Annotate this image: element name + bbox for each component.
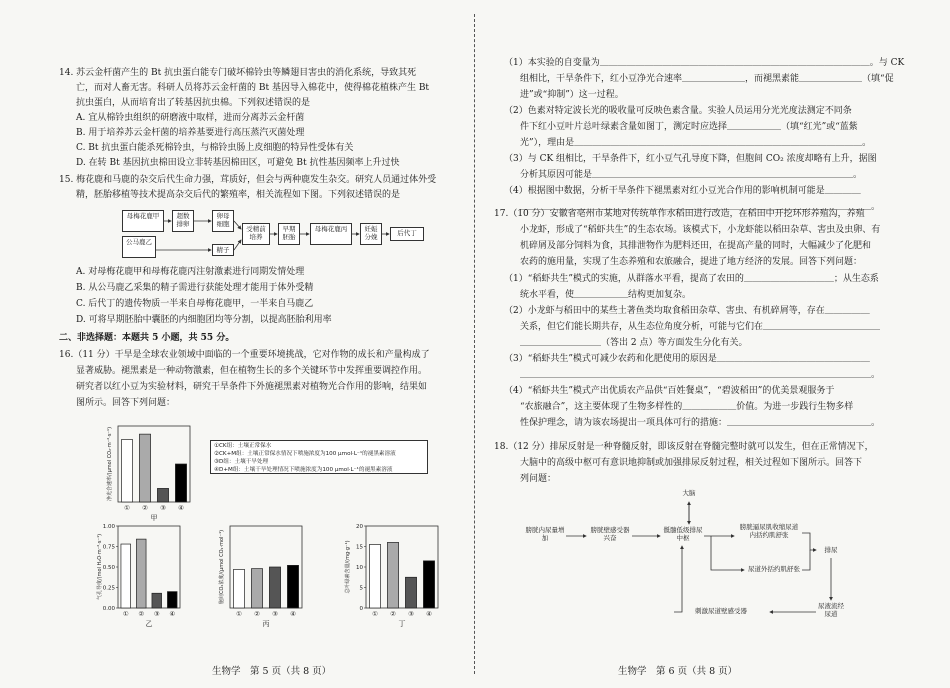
q17-line13: “农旅融合”，这主要体现了生物多样性的＿＿＿＿＿＿价值。为进一步践行生物多样 <box>520 402 854 412</box>
x-tick-label: ② <box>142 504 148 512</box>
bar-4 <box>175 464 186 502</box>
y-tick-label: 10 <box>356 565 363 571</box>
bar-3 <box>269 567 280 608</box>
x-tick-label: ① <box>122 610 129 618</box>
bar-3 <box>152 593 162 608</box>
q16-sub-line3: 进”或“抑制”）这一过程。 <box>520 90 624 100</box>
q17-line10: （3）“稻虾共生”模式可减少农药和化肥使用的原因是＿＿＿＿＿＿＿＿＿＿＿＿＿＿＿＿＿ <box>504 354 870 364</box>
flow-urine-flow: 尿液流经尿道 <box>818 602 844 618</box>
flow-mother-deer: 母梅花鹿甲 <box>122 210 164 232</box>
legend-ck: ①CK组：土壤正常保水 <box>214 443 272 449</box>
q14-stem-line3: 抗虫蛋白，从而培育出了转基因抗虫棉。下列叙述错误的是 <box>76 98 311 108</box>
q16-sub-line1: （1）本实验的自变量为＿＿＿＿＿＿＿＿＿＿＿＿＿＿＿＿＿＿＿＿＿＿＿＿＿＿＿＿＿＿。与 CK <box>504 58 905 68</box>
y-tick-label: 1.00 <box>102 524 115 530</box>
y-axis-label: 胞间CO₂浓度/(μmol CO₂·mol⁻¹) <box>219 529 225 605</box>
q17-line11: ＿＿＿＿＿＿＿＿＿＿＿＿＿＿＿＿＿＿＿＿＿＿＿＿＿＿＿＿＿＿＿＿＿＿＿＿＿＿＿。 <box>520 370 881 380</box>
chart-jia <box>88 420 218 530</box>
x-tick-label: ④ <box>178 504 184 512</box>
q16-stem-line1: 16.（11 分）干旱是全球农业领域中面临的一个重要环境挑战，它对作物的成长和产量构成了 <box>59 350 430 360</box>
x-tick-label: ② <box>138 610 145 618</box>
chart-title: 甲 <box>150 514 158 522</box>
q15-stem-line1: 15. 梅花鹿和马鹿的杂交后代生命力强，茸质好，但会与两种鹿发生杂交。研究人员通过体外受 <box>59 175 437 185</box>
q17-line7: （2）小龙虾与稻田中的某些土著鱼类均取食稻田杂草、害虫、有机碎屑等，存在＿＿＿＿＿ <box>504 306 870 316</box>
q14-stem-line1: 14. 苏云金杆菌产生的 Bt 抗虫蛋白能专门破坏棉铃虫等鳞翅目害虫的消化系统，导致其死 <box>59 68 417 78</box>
q16-sub-line10: ＿＿＿＿＿＿＿＿＿＿＿＿＿＿＿＿＿＿＿＿＿＿＿＿＿＿＿＿＿＿＿＿＿＿＿＿＿＿＿。 <box>520 202 881 212</box>
chart-ding <box>322 520 452 650</box>
chart-title: 丙 <box>262 620 270 628</box>
legend-ck-m: ②CK+M组：土壤正常保水情况下喷施浓度为100 μmol·L⁻¹的褪黑素溶液 <box>214 451 396 457</box>
x-tick-label: ② <box>390 610 396 618</box>
y-tick-label: 20 <box>356 524 363 530</box>
chart-legend <box>210 440 428 474</box>
y-axis-label: 气孔导度/(mol H₂O·m⁻²·s⁻¹) <box>97 533 103 601</box>
x-tick-label: ③ <box>160 504 166 512</box>
y-tick-label: 0.00 <box>102 606 115 612</box>
flow-brain: 大脑 <box>682 489 696 497</box>
bar-4 <box>287 565 298 608</box>
flow-sperm: 精子 <box>212 244 234 256</box>
flow-arrows <box>0 0 474 300</box>
q17-line4: 农药的施用量，实现了生态养殖和农旅融合，提进了地方经济的发展。回答下列问题： <box>520 257 863 267</box>
flow-early-embryo: 早期胚胎 <box>278 223 300 245</box>
q16-sub-line6: 光”），理由是＿＿＿＿＿＿＿＿＿＿＿＿＿＿＿＿＿＿＿＿＿＿＿＿＿＿＿＿＿＿＿＿。 <box>520 138 872 148</box>
legend-d: ③D组：土壤干旱处理 <box>214 459 269 465</box>
bar-3 <box>157 488 168 502</box>
flow-male-deer: 公马鹿乙 <box>122 236 156 258</box>
q17-line2: 小龙虾，形成了“稻虾共生”的生态农场。该模式下，小龙虾能以稻田杂草、害虫及虫卵、有 <box>520 225 881 235</box>
flow-recipient: 母梅花鹿丙 <box>310 223 352 245</box>
q16-sub-line5: 件下红小豆叶片总叶绿素含量如图丁，测定时应选择＿＿＿＿＿＿（填“红光”或“蓝紫 <box>520 122 858 132</box>
q16-stem-line4: 图所示。回答下列问题： <box>76 398 176 408</box>
bar-2 <box>251 569 262 608</box>
x-tick-label: ④ <box>290 610 296 618</box>
flow-external-sphincter: 尿道外括约肌舒张 <box>748 565 800 573</box>
q14-option-d: D. 在转 Bt 基因抗虫棉田设立非转基因棉田区，可避免 Bt 抗性基因频率上升过快 <box>76 158 400 168</box>
q17-line12: （4）“稻虾共生”模式产出优质农产品供“百姓餐桌”，“碧波稻田”的优美景观服务于 <box>504 386 835 396</box>
flow18-arrows <box>476 480 950 640</box>
flow-culture: 受精前培养 <box>242 223 270 245</box>
q17-line8: 关系，但它们能长期共存，从生态位角度分析，可能与它们在＿＿＿＿＿＿＿＿＿＿＿＿＿ <box>520 322 881 332</box>
bar-1 <box>121 544 131 608</box>
chart-yi <box>68 520 198 650</box>
flow-egg: 卵母细胞 <box>212 210 234 232</box>
x-tick-label: ② <box>254 610 260 618</box>
legend-d-m: ④D+M组：土壤干旱处理情况下喷施浓度为100 μmol·L⁻¹的褪黑素溶液 <box>214 467 393 473</box>
flow-birth: 妊娠分娩 <box>360 223 382 245</box>
chart-title: 丁 <box>398 620 406 628</box>
x-tick-label: ④ <box>426 610 432 618</box>
right-page <box>476 0 950 688</box>
y-tick-label: 15 <box>356 544 363 551</box>
y-axis-label: 总叶绿素含量/(mg·g⁻¹) <box>345 540 351 594</box>
flow-urethra-receptor: 刺激尿道壁感受器 <box>695 607 747 615</box>
x-tick-label: ① <box>236 610 242 618</box>
q17-line14: 性保护理念，请为该农场提出一项具体可行的措施：＿＿＿＿＿＿＿＿＿＿＿＿＿＿＿＿。 <box>520 418 881 428</box>
q18-line3: 列问题： <box>520 474 557 484</box>
q14-option-a: A. 宜从棉铃虫组织的研磨液中取样，进而分离苏云金杆菌 <box>76 113 305 123</box>
q15-option-c: C. 后代丁的遗传物质一半来自母梅花鹿甲，一半来自马鹿乙 <box>76 299 314 309</box>
bar-2 <box>136 539 146 608</box>
flow-receptor: 膀胱壁感受器兴奋 <box>590 526 630 542</box>
q18-line2: 大脑中的高级中枢可有意识地抑制或加强排尿反射过程，相关过程如下图所示。回答下 <box>520 458 863 468</box>
bar-1 <box>369 544 380 608</box>
flow-urinate: 排尿 <box>824 546 838 554</box>
q15-option-b: B. 从公马鹿乙采集的精子需进行获能处理才能用于体外受精 <box>76 283 314 293</box>
y-axis-label: 净光合速率/(μmol CO₂·m⁻²·s⁻¹) <box>107 426 113 502</box>
bar-3 <box>405 577 416 608</box>
q17-line1: 17.（10 分）安徽省亳州市某地对传统单作水稻田进行改造，在稻田中开挖环形养殖沟，养殖 <box>494 209 865 219</box>
q17-line3: 机碎屑及部分饲料为食，其排泄物作为肥料还田，在提高产量的同时，大幅减少了化肥和 <box>520 241 872 251</box>
footer-page-6: 生物学 第 6 页（共 8 页） <box>618 666 738 677</box>
chart-bing <box>196 520 326 650</box>
q15-stem-line2: 精，胚胎移植等技术提高杂交后代的繁殖率，相关流程如下图。下列叙述错误的是 <box>76 190 401 200</box>
y-tick-label: 0 <box>359 606 363 612</box>
flow-spinal-center: 骶髓低级排尿中枢 <box>663 526 703 542</box>
bar-1 <box>121 440 132 502</box>
y-tick-label: 0.25 <box>102 585 115 592</box>
x-tick-label: ④ <box>169 610 176 618</box>
flow-detrusor: 膀胱逼尿肌收缩尿道内括约肌舒张 <box>739 523 799 539</box>
x-tick-label: ③ <box>272 610 278 618</box>
x-tick-label: ③ <box>408 610 414 618</box>
q18-line1: 18.（12 分）排尿反射是一种脊髓反射，即该反射在脊髓完整时就可以发生，但在正常情况下， <box>494 442 874 452</box>
q15-option-a: A. 对母梅花鹿甲和母梅花鹿丙注射激素进行同期发情处理 <box>76 267 305 277</box>
q16-sub-line7: （3）与 CK 组相比，干旱条件下，红小豆气孔导度下降，但胞间 CO₂ 浓度却略有上升，据图 <box>504 154 877 164</box>
y-tick-label: 5 <box>359 585 363 592</box>
q15-option-d: D. 可将早期胚胎中囊胚的内细胞团均等分割，以提高胚胎利用率 <box>76 315 332 325</box>
q16-sub-line4: （2）色素对特定波长光的吸收量可反映色素含量。实验人员运用分光光度法测定不同条 <box>504 106 852 116</box>
flow-superovulation: 超数排卵 <box>172 210 194 232</box>
footer-page-5: 生物学 第 5 页（共 8 页） <box>212 666 332 677</box>
bar-4 <box>423 561 434 608</box>
q16-stem-line2: 显著威胁。褪黑素是一种动物激素，但在植物生长的多个关键环节中发挥重要调控作用。 <box>76 366 428 376</box>
q14-option-c: C. Bt 抗虫蛋白能杀死棉铃虫，与棉铃虫肠上皮细胞的特异性受体有关 <box>76 143 354 153</box>
x-tick-label: ③ <box>153 610 160 618</box>
flow-offspring: 后代丁 <box>390 227 424 241</box>
y-tick-label: 0.75 <box>102 544 115 551</box>
x-tick-label: ① <box>124 504 130 512</box>
q14-stem-line2: 亡，而对人畜无害。科研人员将苏云金杆菌的 Bt 基因导入棉花中，使得棉花植株产生 Bt <box>76 83 430 93</box>
bar-4 <box>167 592 177 608</box>
q16-sub-line9: （4）根据图中数据，分析干旱条件下褪黑素对红小豆光合作用的影响机制可能是＿＿＿＿ <box>504 186 861 196</box>
y-tick-label: 0.50 <box>102 565 115 571</box>
bar-1 <box>233 569 244 608</box>
q17-line9: ＿＿＿＿＿＿＿＿＿（答出 2 点）等方面发生分化有关。 <box>520 338 748 348</box>
q17-line6: 统水平看，使＿＿＿＿＿＿结构更加复杂。 <box>520 290 692 300</box>
q14-option-b: B. 用于培养苏云金杆菌的培养基要进行高压蒸汽灭菌处理 <box>76 128 305 138</box>
left-page <box>0 0 474 688</box>
q17-line5: （1）“稻虾共生”模式的实施，从群落水平看，提高了农田的＿＿＿＿＿＿＿＿＿＿；从生态系 <box>504 274 879 284</box>
bar-2 <box>139 434 150 502</box>
section-heading: 二、非选择题：本题共 5 小题，共 55 分。 <box>59 333 235 343</box>
q16-sub-line8: 分析其原因可能是＿＿＿＿＿＿＿＿＿＿＿＿＿＿＿＿＿＿＿＿＿＿＿＿＿＿＿＿＿。 <box>520 170 863 180</box>
flow-bladder-fill: 膀胱内尿量增加 <box>525 526 565 542</box>
x-tick-label: ① <box>372 610 378 618</box>
q16-sub-line2: 组相比，干旱条件下，红小豆净光合速率＿＿＿＿＿＿＿，而褪黑素能＿＿＿＿＿＿＿（填“促 <box>520 74 894 84</box>
bar-2 <box>387 542 398 608</box>
q16-stem-line3: 研究者以红小豆为实验材料，研究干旱条件下外施褪黑素对植物光合作用的影响，结果如 <box>76 382 428 392</box>
chart-title: 乙 <box>145 620 153 628</box>
